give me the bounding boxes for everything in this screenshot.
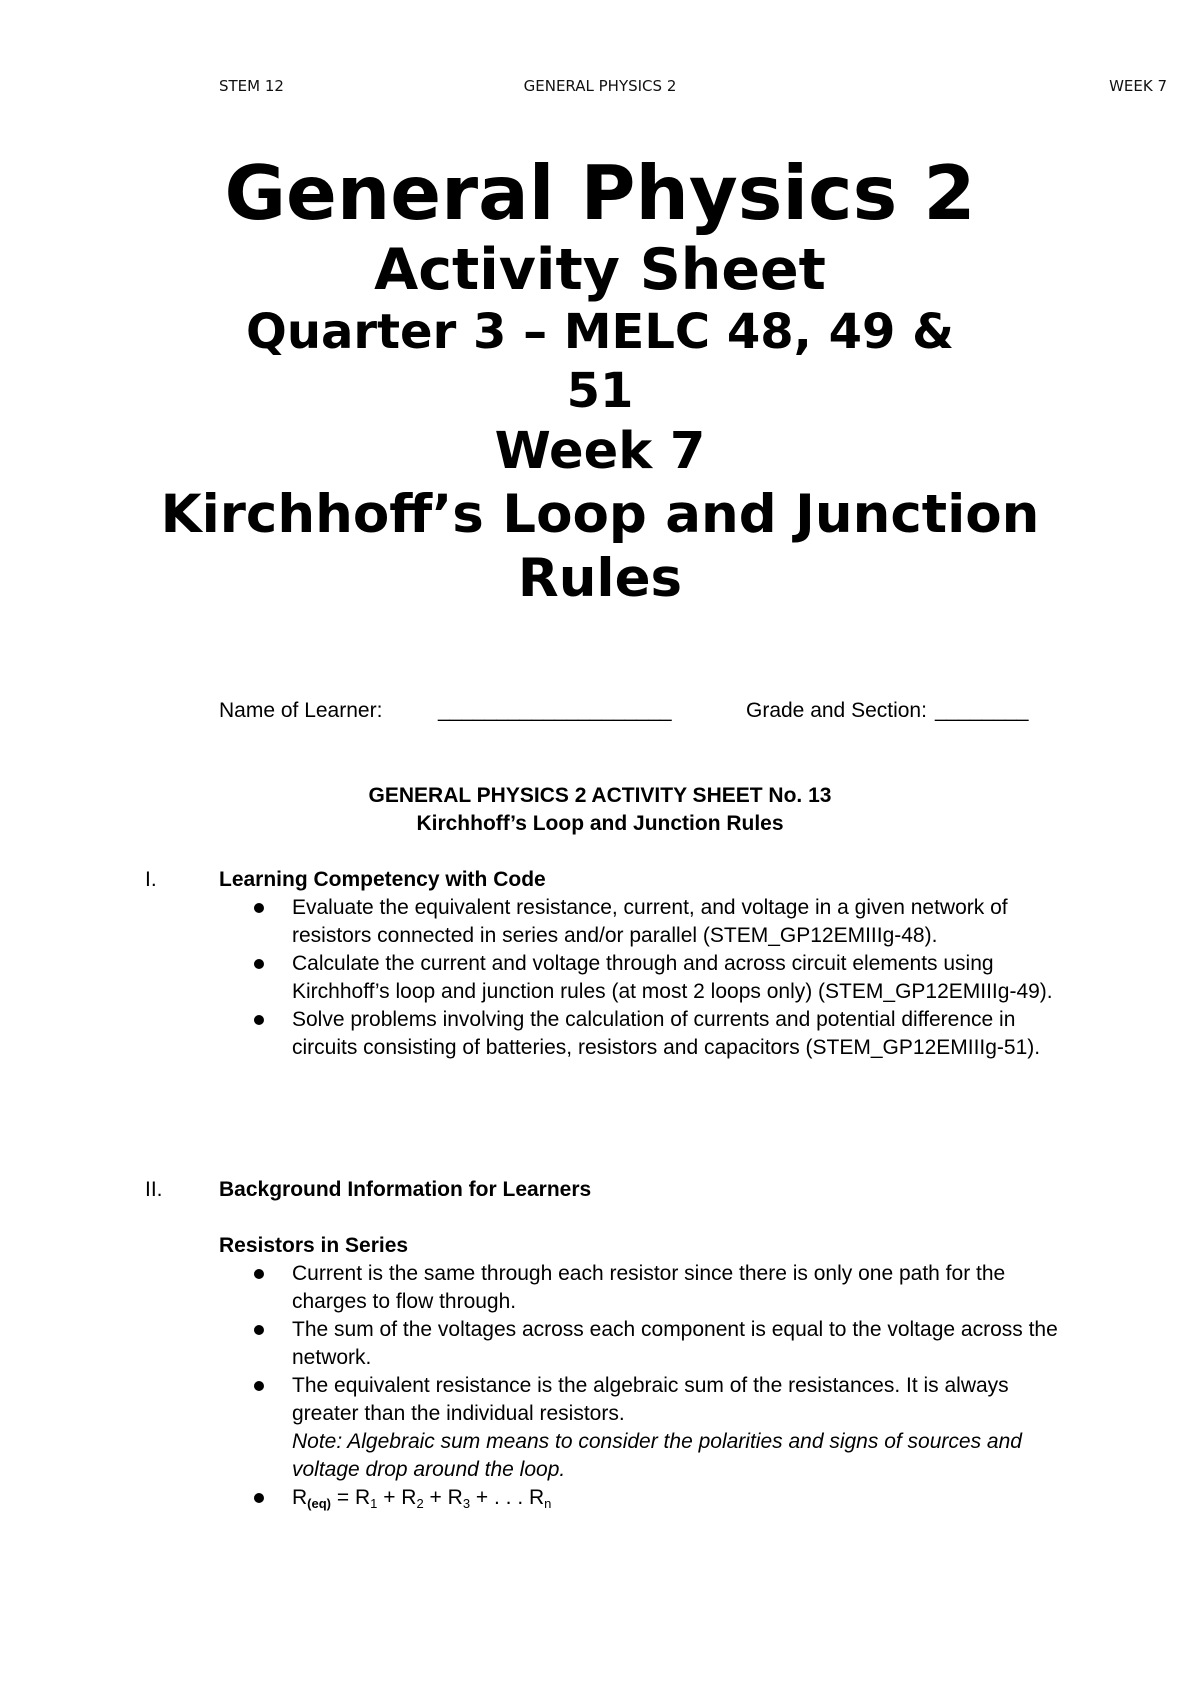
- header-left: STEM 12: [219, 77, 284, 95]
- list-item: Solve problems involving the calculation of currents and potential difference in circuits consisting of batteries, resistors and capacitors (STEM_GP12EMIIIg-51).: [219, 1006, 1069, 1062]
- section-numeral: II.: [145, 1178, 163, 1201]
- bullet-icon: [254, 1015, 264, 1025]
- bullet-icon: [254, 1493, 264, 1503]
- name-blank[interactable]: ____________________: [438, 699, 672, 722]
- sheet-title-block: [0, 782, 1200, 838]
- header-right: WEEK 7: [1109, 77, 1167, 95]
- topic-title: Kirchhoff’s Loop and Junction Rules: [160, 484, 1040, 609]
- header-center: GENERAL PHYSICS 2: [523, 77, 677, 95]
- section-blank[interactable]: ________: [934, 699, 1029, 722]
- bullet-icon: [254, 903, 264, 913]
- formula-item: [219, 1484, 1069, 1518]
- formula: $R(eq) = R_1 + R_2 + R_3$ + . . . $R_n$: [292, 1486, 552, 1511]
- bullet-icon: [254, 1325, 264, 1335]
- bullet-icon: [254, 959, 264, 969]
- competency-list: [219, 894, 1069, 1062]
- learner-info-row: [219, 697, 1028, 725]
- title-block: [150, 148, 1050, 611]
- sheet-subtitle: Kirchhoff’s Loop and Junction Rules: [416, 812, 784, 835]
- bullet-icon: [254, 1381, 264, 1391]
- section-numeral: I.: [145, 868, 157, 891]
- subsection-heading: Resistors in Series: [219, 1234, 409, 1257]
- week-title: Week 7: [494, 422, 706, 481]
- series-list: [219, 1260, 1069, 1518]
- sheet-title: GENERAL PHYSICS 2 ACTIVITY SHEET No. 13: [368, 784, 832, 807]
- main-title: General Physics 2: [224, 149, 976, 237]
- section-label: Grade and Section:: [746, 699, 927, 722]
- list-item: Calculate the current and voltage through and across circuit elements using Kirchhoff’s loop and junction rules (at most 2 loops only) (STEM_GP12EMIIIg-49).: [219, 950, 1069, 1006]
- quarter-title: Quarter 3 – MELC 48, 49 & 51: [246, 304, 954, 419]
- list-item: Current is the same through each resistor since there is only one path for the charges to flow through.: [219, 1260, 1069, 1316]
- note-text: Note: Algebraic sum means to consider the polarities and signs of sources and voltage drop around the loop.: [292, 1430, 1022, 1481]
- list-item: The sum of the voltages across each component is equal to the voltage across the network.: [219, 1316, 1069, 1372]
- subtitle: Activity Sheet: [374, 237, 826, 303]
- name-label: Name of Learner:: [219, 699, 383, 722]
- bullet-icon: [254, 1269, 264, 1279]
- list-item: Evaluate the equivalent resistance, current, and voltage in a given network of resistors connected in series and/or parallel (STEM_GP12EMIIIg-48).: [219, 894, 1069, 950]
- section-heading: Background Information for Learners: [219, 1178, 592, 1201]
- section-heading: Learning Competency with Code: [219, 868, 546, 891]
- list-item: The equivalent resistance is the algebraic sum of the resistances. It is always greater than the individual resistors. Note: Algebraic sum means to consider the polarities and signs of sources and voltage drop around the loop.: [219, 1372, 1069, 1484]
